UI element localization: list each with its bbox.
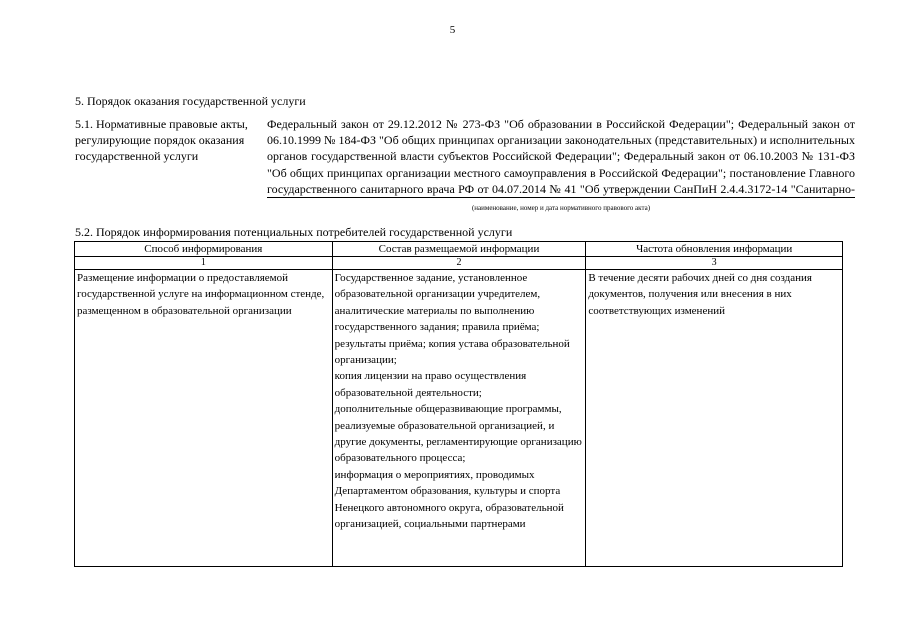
page-number: 5 <box>449 24 456 36</box>
content-line: Государственное задание, установленное образовательной организации учредителем, аналитические материалы по выполнению государственного задания; правила приёма; <box>334 272 541 334</box>
section-5-2-title: 5.2. Порядок информирования потенциальных потребителей государственной услуги <box>75 225 513 239</box>
table-header-row <box>75 242 843 257</box>
cell-method: Размещение информации о предоставляемой государственной услуге на информационном стенде, размещенном в образовательной организации <box>75 270 333 567</box>
regulatory-acts-caption: (наименование, номер и дата нормативного правового акта) <box>471 204 651 212</box>
table-number-row <box>75 257 843 270</box>
column-number-3: 3 <box>586 257 843 270</box>
section-5-1-acts <box>267 116 855 216</box>
header-content: Состав размещаемой информации <box>332 242 586 257</box>
column-number-1: 1 <box>75 257 333 270</box>
content-line: результаты приёма; копия устава образовательной организации; <box>334 337 570 367</box>
column-number-2: 2 <box>332 257 586 270</box>
content-line: информация о мероприятиях, проводимых Департаментом образования, культуры и спорта Ненецкого автономного округа, образовательной организацией, социальными партнерами <box>334 468 564 531</box>
informing-table <box>74 241 843 567</box>
header-frequency: Частота обновления информации <box>586 242 843 257</box>
section-5-title: 5. Порядок оказания государственной услуги <box>75 94 306 108</box>
cell-frequency: В течение десяти рабочих дней со дня создания документов, получения или внесения в них соответствующих изменений <box>586 270 843 567</box>
regulatory-acts-text: Федеральный закон от 29.12.2012 № 273-ФЗ "Об образовании в Российской Федерации"; Федеральный закон от 06.10.1999 № 184-ФЗ "Об общих принципах организации законодательных (представительных) и исполнительных органов государственной власти субъектов Российской Федерации"; Федеральный закон от 06.10.2003 № 131-ФЗ "Об общих принципах организации местного самоуправления в Российской Федерации"; постановление Главного государственного санитарного врача РФ от 04.07.2014 № 41 "Об утверждении СанПиН 2.4.4.3172-14 "Санитарно- <box>267 116 855 198</box>
content-line: копия лицензии на право осуществления образовательной деятельности; <box>334 370 527 399</box>
content-line: дополнительные общеразвивающие программы, реализуемые образовательной организацией, и другие документы, регламентирующие организацию образовательного процесса; <box>334 403 582 465</box>
table-row <box>75 270 843 567</box>
section-5-1-label: 5.1. Нормативные правовые акты, регулирующие порядок оказания государственной услуги <box>75 117 248 164</box>
cell-content <box>332 270 586 567</box>
header-method: Способ информирования <box>75 242 333 257</box>
